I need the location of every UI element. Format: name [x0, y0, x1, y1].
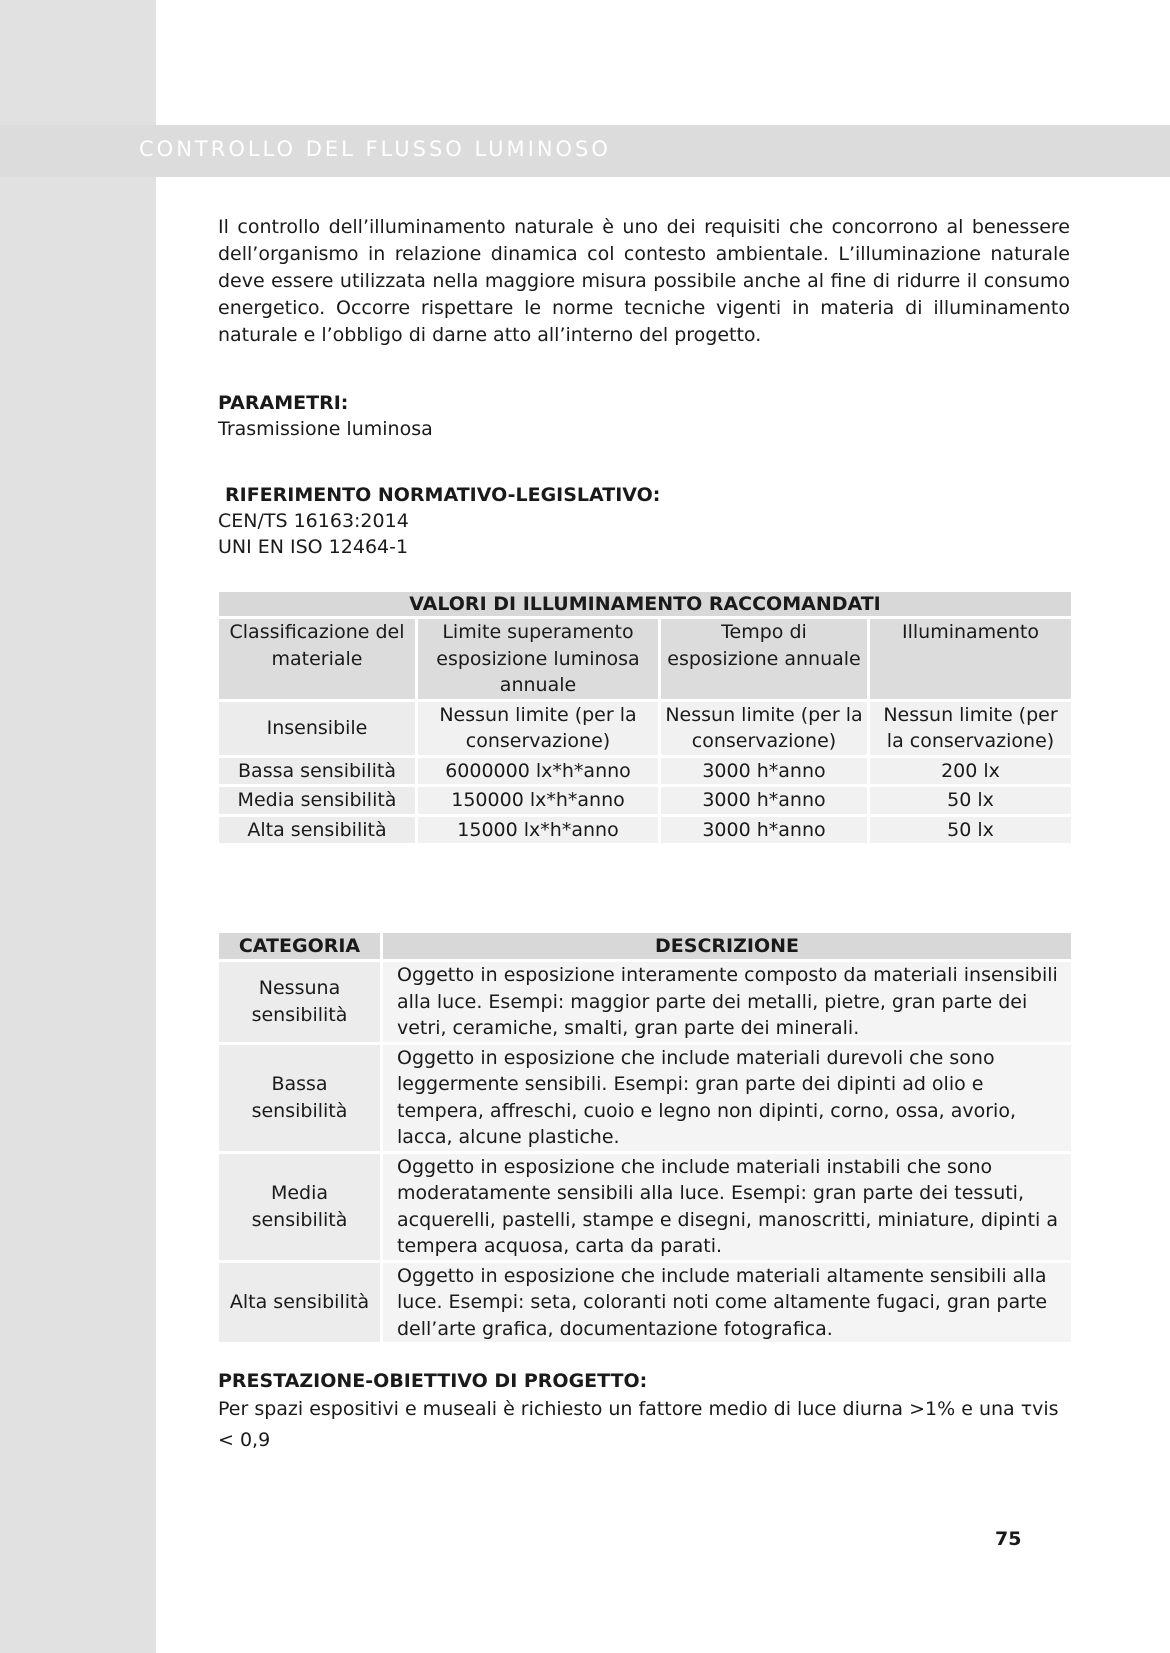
- description-cell: Oggetto in esposizione che include materiali altamente sensibili alla luce. Esempi: seta, coloranti noti come altamente fugaci, gran parte dell’arte grafica, documentazione fotografica.: [383, 1263, 1071, 1343]
- prestazione-section: [218, 1368, 1070, 1456]
- table-row: [219, 1154, 1071, 1260]
- table-cell: 3000 h*anno: [661, 758, 867, 785]
- column-header: Illuminamento: [870, 619, 1071, 699]
- table-cell: Nessun limite (per la conservazione): [870, 702, 1071, 755]
- table-cell: Nessun limite (per la conservazione): [661, 702, 867, 755]
- side-strip: [0, 0, 156, 1653]
- category-cell: Nessuna sensibilità: [219, 962, 380, 1042]
- table-cell: 3000 h*anno: [661, 817, 867, 844]
- table-row: [219, 1263, 1071, 1343]
- table-title: VALORI DI ILLUMINAMENTO RACCOMANDATI: [219, 592, 1071, 616]
- parametri-section: [218, 390, 1070, 442]
- table-cell: Bassa sensibilità: [219, 758, 415, 785]
- table-row: [219, 758, 1071, 785]
- page-number: 75: [995, 1528, 1022, 1550]
- table-row: [219, 1045, 1071, 1151]
- parametri-heading: PARAMETRI:: [218, 392, 349, 414]
- column-header: Tempo di esposizione annuale: [661, 619, 867, 699]
- table-cell: Media sensibilità: [219, 787, 415, 814]
- table-cell: 50 lx: [870, 787, 1071, 814]
- riferimento-section: [218, 482, 1070, 560]
- description-cell: Oggetto in esposizione che include materiali instabili che sono moderatamente sensibili alla luce. Esempi: gran parte dei tessuti, acquerelli, pastelli, stampe e disegni, manoscritti, miniature, dipinti a tempera acquosa, carta da parati.: [383, 1154, 1071, 1260]
- column-header: Limite superamento esposizione luminosa annuale: [418, 619, 658, 699]
- prestazione-text: Per spazi espositivi e museali è richiesto un fattore medio di luce diurna >1% e una τvis < 0,9: [218, 1398, 1059, 1451]
- riferimento-heading: RIFERIMENTO NORMATIVO-LEGISLATIVO:: [225, 484, 661, 506]
- table-cell: Insensibile: [219, 702, 415, 755]
- intro-paragraph: Il controllo dell’illuminamento naturale è uno dei requisiti che concorrono al benessere dell’organismo in relazione dinamica col contesto ambientale. L’illuminazione naturale deve essere utilizzata nella maggiore misura possibile anche al fine di ridurre il consumo energetico. Occorre rispettare le norme tecniche vigenti in materia di illuminamento naturale e l’obbligo di darne atto all’interno del progetto.: [218, 216, 1070, 346]
- table-cell: 200 lx: [870, 758, 1071, 785]
- table-cell: 6000000 lx*h*anno: [418, 758, 658, 785]
- description-cell: Oggetto in esposizione che include materiali durevoli che sono leggermente sensibili. Esempi: gran parte dei dipinti ad olio e tempera, affreschi, cuoio e legno non dipinti, corno, ossa, avorio, lacca, alcune plastiche.: [383, 1045, 1071, 1151]
- category-cell: Alta sensibilità: [219, 1263, 380, 1343]
- table-row: [219, 817, 1071, 844]
- illuminamento-table: [216, 589, 1074, 846]
- table-cell: 50 lx: [870, 817, 1071, 844]
- table-cell: 3000 h*anno: [661, 787, 867, 814]
- column-header: CATEGORIA: [219, 933, 380, 959]
- table-row: [219, 787, 1071, 814]
- parametri-value: Trasmissione luminosa: [218, 418, 433, 440]
- table-cell: 15000 lx*h*anno: [418, 817, 658, 844]
- table-cell: Nessun limite (per la conservazione): [418, 702, 658, 755]
- table-cell: Alta sensibilità: [219, 817, 415, 844]
- categoria-table: [216, 930, 1074, 1345]
- description-cell: Oggetto in esposizione interamente composto da materiali insensibili alla luce. Esempi: maggior parte dei metalli, pietre, gran parte dei vetri, ceramiche, smalti, gran parte dei minerali.: [383, 962, 1071, 1042]
- riferimento-item: UNI EN ISO 12464-1: [218, 536, 409, 558]
- column-header: DESCRIZIONE: [383, 933, 1071, 959]
- category-cell: Bassa sensibilità: [219, 1045, 380, 1151]
- prestazione-heading: PRESTAZIONE-OBIETTIVO DI PROGETTO:: [218, 1370, 648, 1392]
- riferimento-item: CEN/TS 16163:2014: [218, 510, 409, 532]
- table-cell: 150000 lx*h*anno: [418, 787, 658, 814]
- page-title: CONTROLLO DEL FLUSSO LUMINOSO: [139, 137, 611, 161]
- table-row: [219, 962, 1071, 1042]
- table-row: [219, 702, 1071, 755]
- column-header: Classificazione del materiale: [219, 619, 415, 699]
- category-cell: Media sensibilità: [219, 1154, 380, 1260]
